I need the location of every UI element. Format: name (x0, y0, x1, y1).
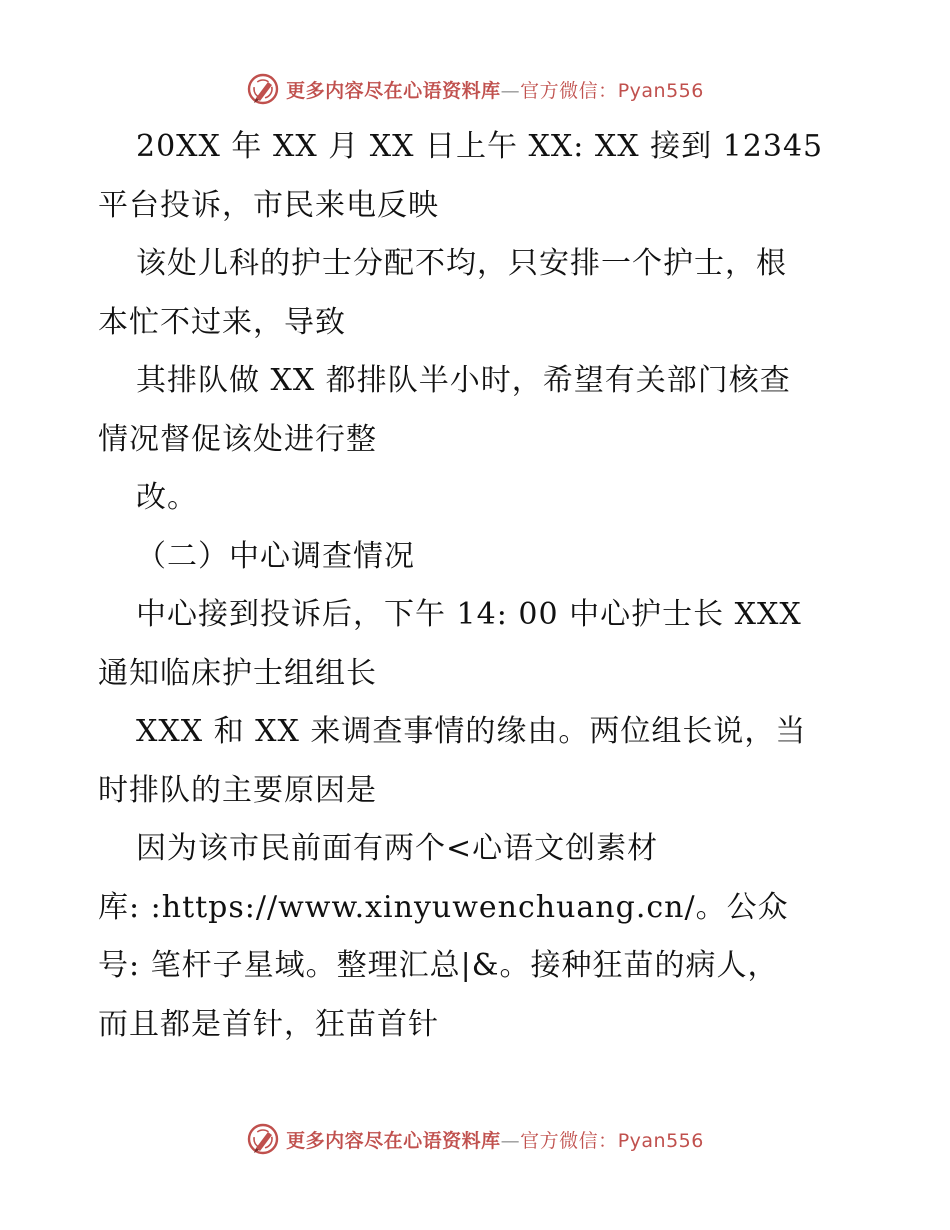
body-line: XXX 和 XX 来调查事情的缘由。两位组长说，当 (136, 714, 807, 749)
body-line: 改。 (136, 480, 198, 515)
body-line: 通知临床护士组组长 (98, 655, 377, 691)
body-line: 该处儿科的护士分配不均，只安排一个护士，根 (136, 246, 787, 281)
watermark-sub-text: 官方微信： (520, 1129, 618, 1152)
pen-logo-icon (246, 1122, 280, 1156)
section-heading: （二）中心调查情况 (136, 538, 415, 574)
body-line: 而且都是首针，狂苗首针 (98, 1006, 439, 1042)
watermark-dash: — (500, 1129, 521, 1152)
watermark-main-text: 更多内容尽在心语资料库 (286, 79, 501, 102)
watermark-dash: — (500, 79, 521, 102)
body-line: 其排队做 XX 都排队半小时，希望有关部门核查 (136, 363, 791, 398)
body-line: 库: :https://www.xinyuwenchuang.cn/。公众 (98, 889, 789, 925)
document-body (98, 118, 858, 1054)
body-line: 情况督促该处进行整 (98, 421, 377, 457)
body-line: 号: 笔杆子星域。整理汇总|&。接种狂苗的病人， (98, 948, 779, 983)
body-line: 本忙不过来，导致 (98, 304, 346, 340)
watermark-sub-text: 官方微信： (520, 79, 618, 102)
watermark-id-text: Pyan556 (617, 1129, 704, 1152)
body-line: 时排队的主要原因是 (98, 772, 377, 808)
watermark-id-text: Pyan556 (617, 79, 704, 102)
watermark-main-text: 更多内容尽在心语资料库 (286, 1129, 501, 1152)
body-line: 20XX 年 XX 月 XX 日上午 XX: XX 接到 12345 (136, 129, 824, 164)
pen-logo-icon (246, 72, 280, 106)
header-watermark (0, 72, 950, 106)
body-line: 中心接到投诉后，下午 14: 00 中心护士长 XXX (136, 597, 802, 632)
watermark-text (286, 1126, 704, 1153)
body-line: 平台投诉，市民来电反映 (98, 187, 439, 223)
body-line: 因为该市民前面有两个<心语文创素材 (136, 831, 659, 866)
footer-watermark (0, 1122, 950, 1156)
watermark-text (286, 76, 704, 103)
